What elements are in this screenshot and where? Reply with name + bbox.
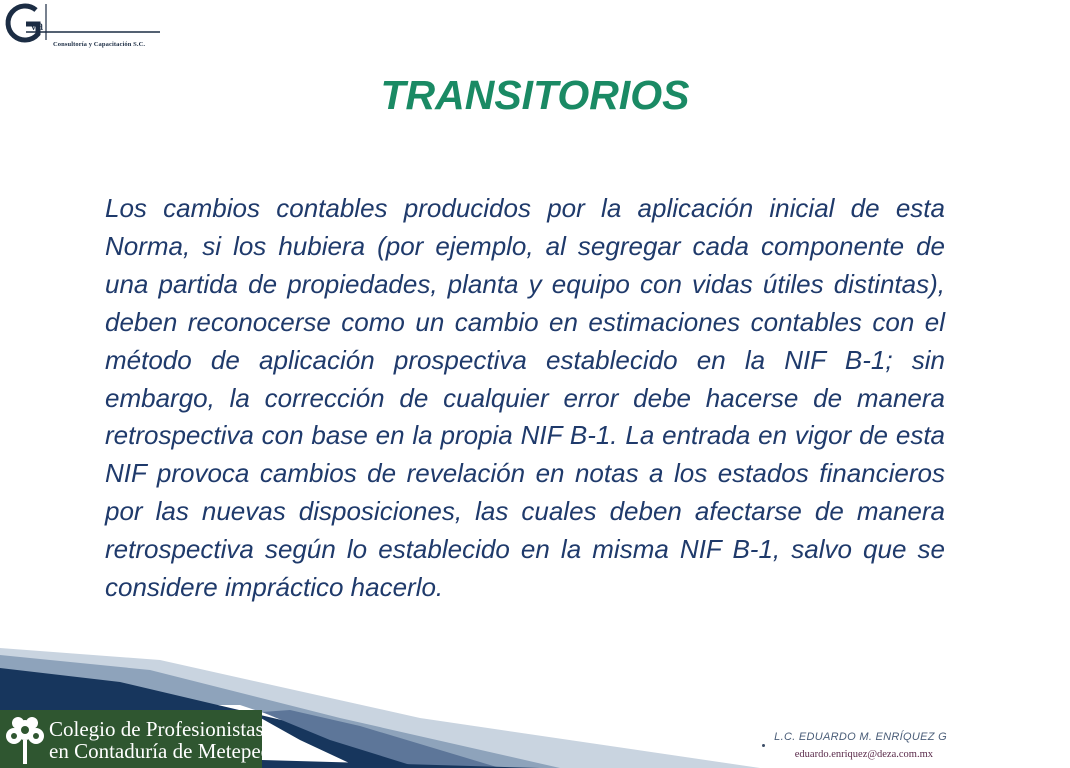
footer-dot — [762, 744, 765, 747]
slide-body: Los cambios contables producidos por la aplicación inicial de esta Norma, si los hubiera (por ejemplo, al segregar cada componente de una partida de propiedades, planta y equipo con vidas útiles distintas), deben reconocerse como un cambio en estimaciones contables con el método de aplicación prospectiva establecido en la NIF B-1; sin embargo, la corrección de cualquier error debe hacerse de manera retrospectiva con base en la propia NIF B-1. La entrada en vigor de esta NIF provoca cambios de revelación en notas a los estados financieros por las nuevas disposiciones, las cuales deben afectarse de manera retrospectiva según lo establecido en la misma NIF B-1, salvo que se considere impráctico hacerlo. — [105, 193, 945, 603]
author-email: eduardo.enriquez@deza.com.mx — [794, 749, 933, 760]
author-name: L.C. EDUARDO M. ENRÍQUEZ G — [774, 731, 947, 743]
footer-org-line1: Colegio de Profesionistas — [49, 717, 264, 741]
footer-org-logo — [0, 710, 314, 768]
logo-subtitle: Consultoría y Capacitación S.C. — [53, 41, 146, 48]
tree-icon — [2, 714, 48, 766]
footer-org-line2: en Contaduría de Metepec A.C. — [49, 739, 314, 763]
logo-mark-text: va — [30, 19, 44, 34]
slide-title: TRANSITORIOS — [380, 72, 690, 118]
